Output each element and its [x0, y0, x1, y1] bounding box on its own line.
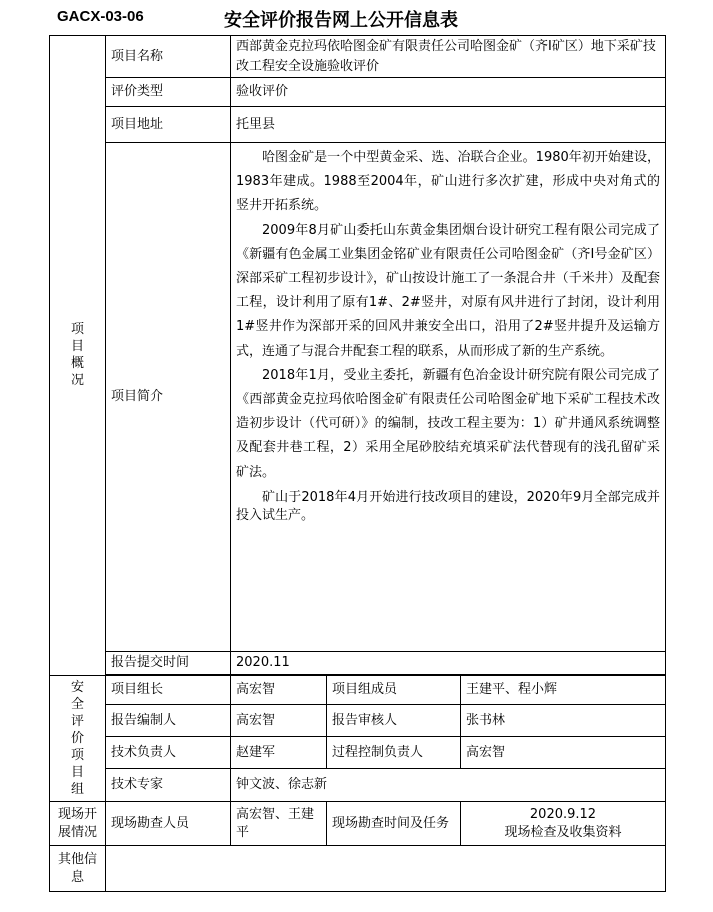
leader-value: 高宏智 — [231, 676, 327, 705]
eval-type-label: 评价类型 — [106, 78, 231, 107]
submit-time-label: 报告提交时间 — [106, 652, 231, 675]
team-section-label: 安全评价项目组 — [50, 676, 106, 802]
project-name-label: 项目名称 — [106, 36, 231, 78]
site-task: 现场检查及收集资料 — [504, 824, 622, 840]
overview-section-label: 项目概况 — [50, 36, 106, 676]
intro-paragraph: 哈图金矿是一个中型黄金采、选、冶联合企业。1980年初开始建设，1983年建成。1988至2004年，矿山进行多次扩建，形成中央对角式的竖井开拓系统。 — [236, 150, 660, 214]
experts-label: 技术专家 — [106, 769, 231, 802]
reviewer-label: 报告审核人 — [327, 705, 461, 737]
other-section-label: 其他信息 — [50, 846, 106, 892]
tech-lead-label: 技术负责人 — [106, 737, 231, 769]
address-value: 托里县 — [231, 107, 666, 143]
experts-value: 钟文波、徐志新 — [231, 769, 666, 802]
intro-label: 项目简介 — [106, 143, 231, 652]
members-label: 项目组成员 — [327, 676, 461, 705]
page-title: 安全评价报告网上公开信息表 — [224, 10, 458, 31]
other-value — [106, 846, 666, 892]
process-lead-label: 过程控制负责人 — [327, 737, 461, 769]
site-time-task-label: 现场勘查时间及任务 — [327, 802, 461, 846]
site-section-label: 现场开展情况 — [50, 802, 106, 846]
submit-time-value: 2020.11 — [231, 652, 666, 675]
site-staff-label: 现场勘查人员 — [106, 802, 231, 846]
site-staff-value: 高宏智、王建平 — [231, 802, 327, 846]
address-label: 项目地址 — [106, 107, 231, 143]
intro-paragraph: 矿山于2018年4月开始进行技改项目的建设，2020年9月全部完成并投入试生产。 — [236, 489, 660, 523]
intro-paragraph: 2009年8月矿山委托山东黄金集团烟台设计研究工程有限公司完成了《新疆有色金属工业集团金铭矿业有限责任公司哈图金矿（齐Ⅰ号金矿区）深部采矿工程初步设计》，矿山按设计施工了一条混合井（千米井）及配套工程，设计利用了原有1#、2#竖井，对原有风井进行了封闭，设计利用1#竖井作为深部开采的回风井兼安全出口，沿用了2#竖井提升及运输方式，连通了与混合井配套工程的联系，从而形成了新的生产系统。 — [236, 222, 660, 359]
reviewer-value: 张书林 — [461, 705, 666, 737]
intro-paragraph: 2018年1月，受业主委托，新疆有色冶金设计研究院有限公司完成了《西部黄金克拉玛依哈图金矿有限责任公司哈图金矿地下采矿工程技术改造初步设计（代可研）》的编制，技改工程主要为：1）矿井通风系统调整及配套井巷工程，2）采用全尾砂胶结充填采矿法代替现有的浅孔留矿采矿法。 — [236, 367, 660, 480]
site-time-task-value — [461, 802, 666, 846]
info-table — [49, 35, 666, 892]
leader-label: 项目组长 — [106, 676, 231, 705]
author-label: 报告编制人 — [106, 705, 231, 737]
eval-type-value: 验收评价 — [231, 78, 666, 107]
members-value: 王建平、程小辉 — [461, 676, 666, 705]
tech-lead-value: 赵建军 — [231, 737, 327, 769]
project-name-value: 西部黄金克拉玛依哈图金矿有限责任公司哈图金矿（齐Ⅰ矿区）地下采矿技改工程安全设施验收评价 — [231, 36, 666, 78]
intro-text — [231, 143, 666, 652]
form-code: GACX-03-06 — [57, 8, 144, 25]
author-value: 高宏智 — [231, 705, 327, 737]
process-lead-value: 高宏智 — [461, 737, 666, 769]
site-date: 2020.9.12 — [529, 806, 597, 822]
